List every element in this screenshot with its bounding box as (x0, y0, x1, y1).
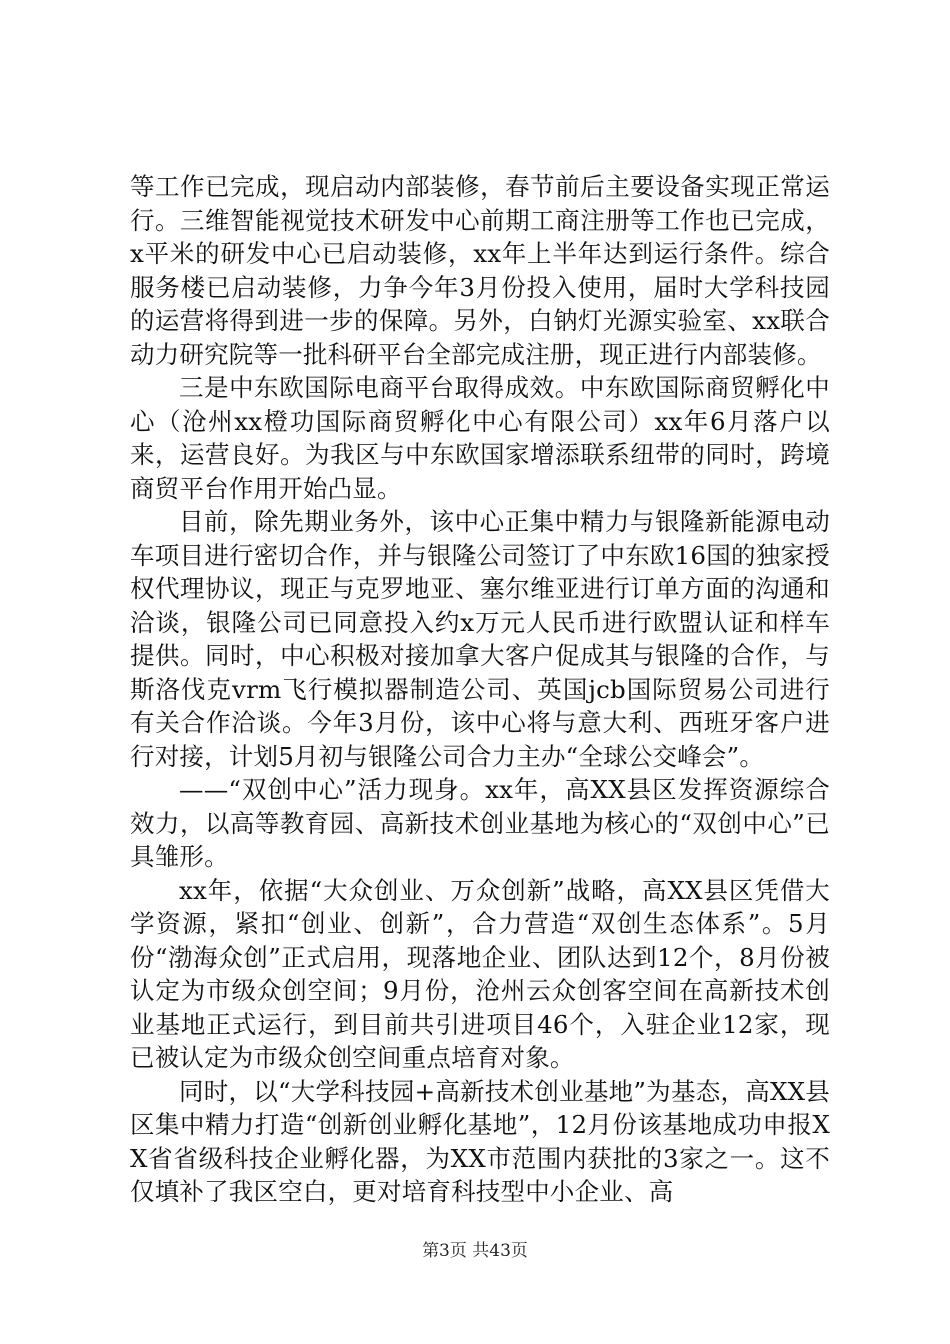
paragraph-6: 同时，以“大学科技园+高新技术创业基地”为基态，高XX县区集中精力打造“创新创业孵化基地”，12月份该基地成功申报XX省省级科技企业孵化器，为XX市范围内获批的3家之一。这不仅填补了我区空白，更对培育科技型中小企业、高 (130, 1076, 830, 1206)
paragraph-3: 目前，除先期业务外，该中心正集中精力与银隆新能源电动车项目进行密切合作，并与银隆公司签订了中东欧16国的独家授权代理协议，现正与克罗地亚、塞尔维亚进行订单方面的沟通和洽谈，银隆公司已同意投入约x万元人民币进行欧盟认证和样车提供。同时，中心积极对接加拿大客户促成其与银隆的合作，与斯洛伐克vrm飞行模拟器制造公司、英国jcb国际贸易公司进行有关合作洽谈。今年3月份，该中心将与意大利、西班牙客户进行对接，计划5月初与银隆公司合力主办“全球公交峰会”。 (130, 507, 830, 771)
paragraph-1: 等工作已完成，现启动内部装修，春节前后主要设备实现正常运行。三维智能视觉技术研发中心前期工商注册等工作也已完成，x平米的研发中心已启动装修，xx年上半年达到运行条件。综合服务楼已启动装修，力争今年3月份投入使用，届时大学科技园的运营将得到进一步的保障。另外，白钠灯光源实验室、xx联合动力研究院等一批科研平台全部完成注册，现正进行内部装修。 (130, 172, 830, 369)
paragraph-5: xx年，依据“大众创业、万众创新”战略，高XX县区凭借大学资源，紧扣“创业、创新”，合力营造“双创生态体系”。5月份“渤海众创”正式启用，现落地企业、团队达到12个，8月份被认定为市级众创空间；9月份，沧州云众创客空间在高新技术创业基地正式运行，到目前共引进项目46个，入驻企业12家，现已被认定为市级众创空间重点培育对象。 (130, 875, 830, 1072)
page-footer: 第3页 共43页 (422, 1241, 528, 1261)
paragraph-4: ——“双创中心”活力现身。xx年，高XX县区发挥资源综合效力，以高等教育园、高新技术创业基地为核心的“双创中心”已具雏形。 (130, 775, 830, 871)
document-body (130, 170, 830, 1209)
paragraph-2: 三是中东欧国际电商平台取得成效。中东欧国际商贸孵化中心（沧州xx橙功国际商贸孵化中心有限公司）xx年6月落户以来，运营良好。为我区与中东欧国家增添联系纽带的同时，跨境商贸平台作用开始凸显。 (130, 373, 830, 503)
